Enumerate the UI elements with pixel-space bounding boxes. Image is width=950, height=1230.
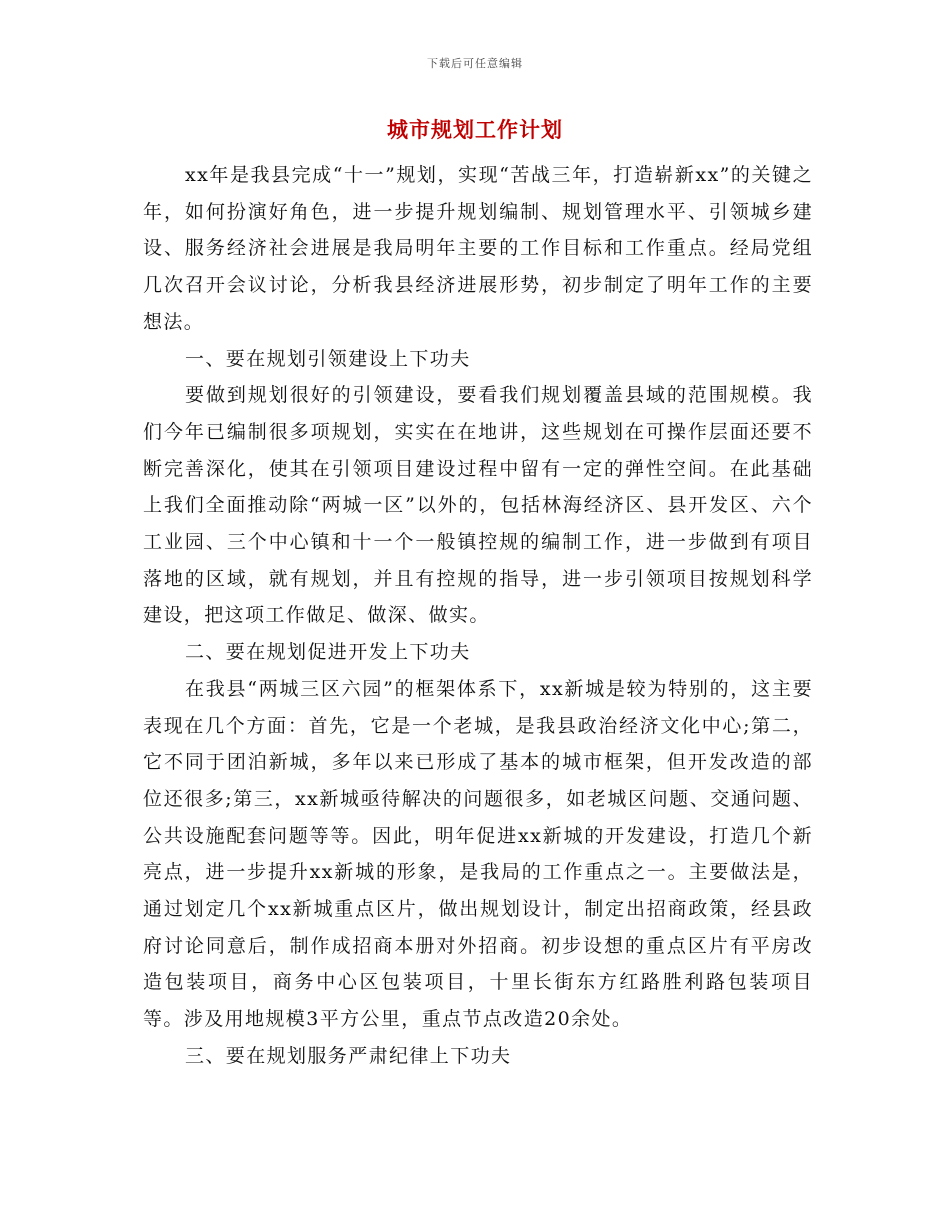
section-heading-1: 一、要在规划引领建设上下功夫 — [185, 347, 471, 370]
header-note: 下载后可任意编辑 — [427, 57, 523, 70]
document-body — [143, 157, 813, 1075]
section-heading-3: 三、要在规划服务严肃纪律上下功夫 — [185, 1044, 512, 1067]
section-body-2: 在我县“两城三区六园”的框架体系下，xx新城是较为特别的，这主要表现在几个方面：首先，它是一个老城，是我县政治经济文化中心;第二，它不同于团泊新城，多年以来已形成了基本的城市框架，但开发改造的部位还很多;第三，xx新城亟待解决的问题很多，如老城区问题、交通问题、公共设施配套问题等等。因此，明年促进xx新城的开发建设，打造几个新亮点，进一步提升xx新城的形象，是我局的工作重点之一。主要做法是，通过划定几个xx新城重点区片，做出规划设计，制定出招商政策，经县政府讨论同意后，制作成招商本册对外招商。初步设想的重点区片有平房改造包装项目，商务中心区包装项目，十里长街东方红路胜利路包装项目等。涉及用地规模3平方公里，重点节点改造20余处。 — [143, 677, 813, 1031]
section-heading-2: 二、要在规划促进开发上下功夫 — [185, 641, 471, 664]
document-title: 城市规划工作计划 — [387, 117, 563, 142]
intro-paragraph: xx年是我县完成“十一”规划，实现“苦战三年，打造崭新xx”的关键之年，如何扮演好角色，进一步提升规划编制、规划管理水平、引领城乡建设、服务经济社会进展是我局明年主要的工作目标和工作重点。经局党组几次召开会议讨论，分析我县经济进展形势，初步制定了明年工作的主要想法。 — [143, 164, 813, 333]
section-body-1: 要做到规划很好的引领建设，要看我们规划覆盖县域的范围规模。我们今年已编制很多项规划，实实在在地讲，这些规划在可操作层面还要不断完善深化，使其在引领项目建设过程中留有一定的弹性空间。在此基础上我们全面推动除“两城一区”以外的，包括林海经济区、县开发区、六个工业园、三个中心镇和十一个一般镇控规的编制工作，进一步做到有项目落地的区域，就有规划，并且有控规的指导，进一步引领项目按规划科学建设，把这项工作做足、做深、做实。 — [143, 384, 813, 627]
